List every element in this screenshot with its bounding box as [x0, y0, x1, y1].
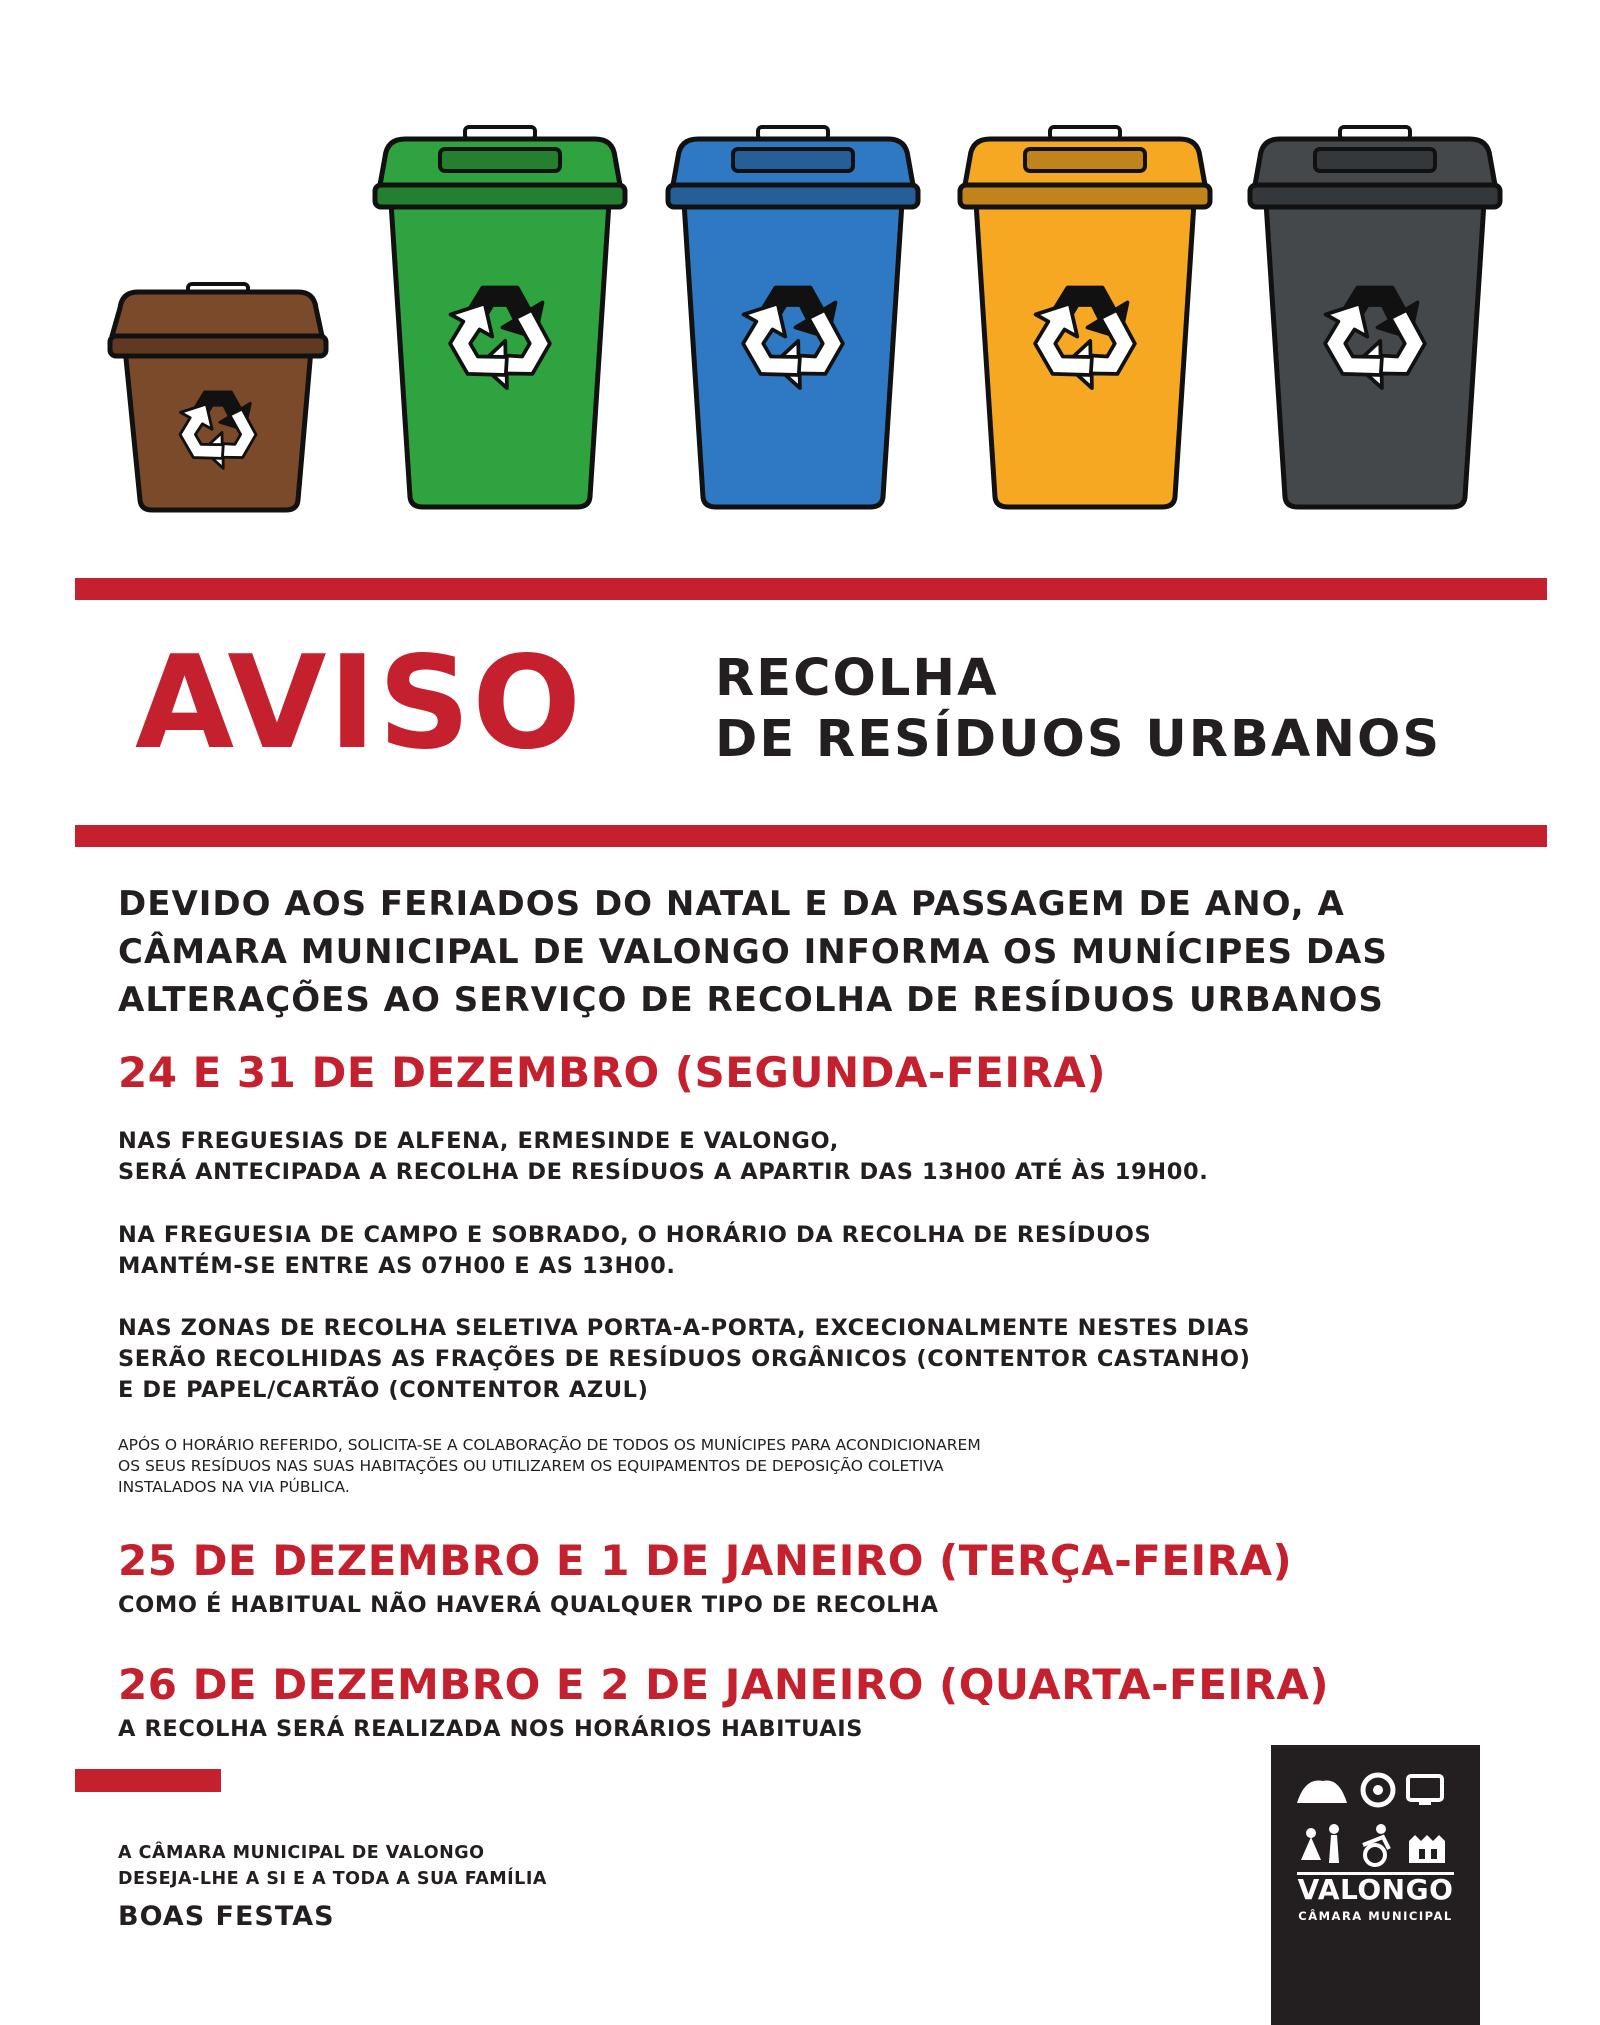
page-title: AVISO	[135, 629, 584, 778]
paragraph-campo-sobrado	[118, 1220, 1151, 1282]
paragraph-porta-a-porta	[118, 1313, 1251, 1406]
footer-greeting: BOAS FESTAS	[118, 1901, 335, 1932]
intro-text	[118, 880, 1538, 1024]
section-heading-dec24-31: 24 E 31 DE DEZEMBRO (SEGUNDA-FEIRA)	[118, 1048, 1107, 1097]
valongo-logo	[1271, 1745, 1480, 2025]
intro-line: DEVIDO AOS FERIADOS DO NATAL E DA PASSAGEM DE ANO, A	[118, 884, 1345, 924]
section-heading-dec26-jan2: 26 DE DEZEMBRO E 2 DE JANEIRO (QUARTA-FEIRA)	[118, 1660, 1330, 1709]
note-line: INSTALADOS NA VIA PÚBLICA.	[118, 1478, 350, 1496]
paragraph-line: SERÁ ANTECIPADA A RECOLHA DE RESÍDUOS A APARTIR DAS 13H00 ATÉ ÀS 19H00.	[118, 1159, 1209, 1185]
note-line: OS SEUS RESÍDUOS NAS SUAS HABITAÇÕES OU UTILIZAREM OS EQUIPAMENTOS DE DEPOSIÇÃO COLETIVA	[118, 1457, 944, 1475]
paragraph-alfena-ermesinde	[118, 1126, 1208, 1188]
top-divider	[75, 578, 1547, 600]
note-text	[118, 1435, 981, 1498]
paragraph-no-collection: COMO É HABITUAL NÃO HAVERÁ QUALQUER TIPO DE RECOLHA	[118, 1592, 939, 1618]
paragraph-line: NAS ZONAS DE RECOLHA SELETIVA PORTA-A-PORTA, EXCECIONALMENTE NESTES DIAS	[118, 1315, 1251, 1341]
paragraph-line: NA FREGUESIA DE CAMPO E SOBRADO, O HORÁRIO DA RECOLHA DE RESÍDUOS	[118, 1222, 1152, 1248]
footer-message	[118, 1840, 547, 1892]
blue-bin-icon	[658, 125, 928, 515]
yellow-bin-icon	[950, 125, 1220, 515]
subtitle-line: DE RESÍDUOS URBANOS	[715, 710, 1442, 769]
paragraph-line: E DE PAPEL/CARTÃO (CONTENTOR AZUL)	[118, 1377, 649, 1403]
intro-line: ALTERAÇÕES AO SERVIÇO DE RECOLHA DE RESÍDUOS URBANOS	[118, 980, 1384, 1020]
footer-accent-bar	[75, 1769, 221, 1792]
footer-line: DESEJA-LHE A SI E A TODA A SUA FAMÍLIA	[118, 1869, 547, 1889]
page-subtitle	[715, 648, 1441, 770]
paragraph-usual-hours: A RECOLHA SERÁ REALIZADA NOS HORÁRIOS HABITUAIS	[118, 1716, 864, 1742]
paragraph-line: NAS FREGUESIAS DE ALFENA, ERMESINDE E VALONGO,	[118, 1128, 839, 1154]
brown-bin-icon	[100, 278, 340, 518]
bottom-divider	[75, 825, 1547, 847]
green-bin-icon	[365, 125, 635, 515]
logo-subtitle: CÂMARA MUNICIPAL	[1298, 1909, 1453, 1923]
subtitle-line: RECOLHA	[715, 649, 999, 708]
logo-name: VALONGO	[1297, 1873, 1454, 1906]
note-line: APÓS O HORÁRIO REFERIDO, SOLICITA-SE A COLABORAÇÃO DE TODOS OS MUNÍCIPES PARA ACONDICIONAREM	[118, 1436, 981, 1454]
paragraph-line: MANTÉM-SE ENTRE AS 07H00 E AS 13H00.	[118, 1253, 676, 1279]
intro-line: CÂMARA MUNICIPAL DE VALONGO INFORMA OS MUNÍCIPES DAS	[118, 932, 1388, 972]
paragraph-line: SERÃO RECOLHIDAS AS FRAÇÕES DE RESÍDUOS ORGÂNICOS (CONTENTOR CASTANHO)	[118, 1346, 1251, 1372]
footer-line: A CÂMARA MUNICIPAL DE VALONGO	[118, 1843, 485, 1863]
grey-bin-icon	[1240, 125, 1510, 515]
section-heading-dec25-jan1: 25 DE DEZEMBRO E 1 DE JANEIRO (TERÇA-FEIRA)	[118, 1536, 1293, 1585]
recycling-bins-illustration	[0, 0, 1600, 540]
